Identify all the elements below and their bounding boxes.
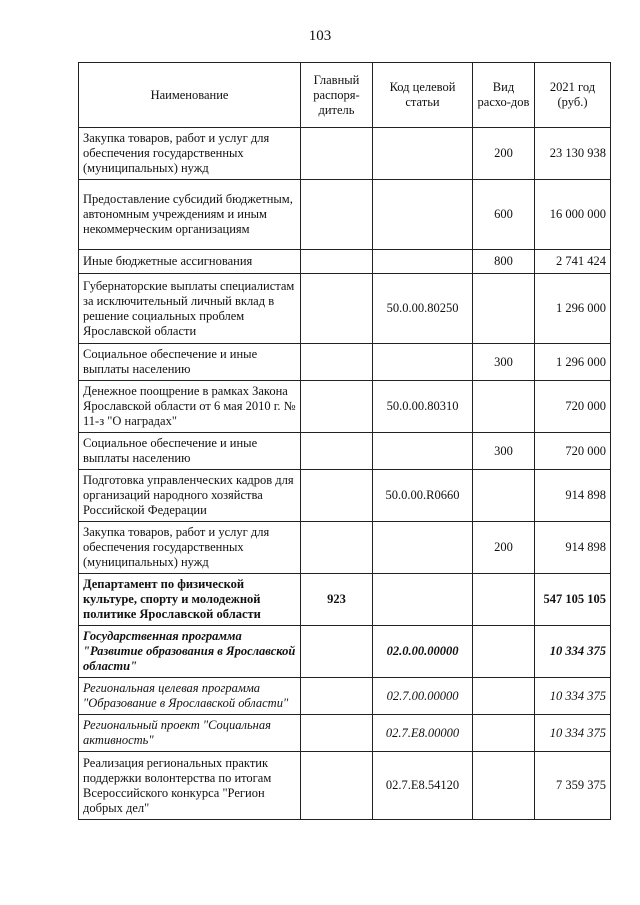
table-row xyxy=(79,344,611,381)
cell-amount: 16 000 000 xyxy=(535,180,611,250)
cell-name: Губернаторские выплаты специалистам за исключительный личный вклад в решение социальных проблем Ярославской области xyxy=(79,274,301,344)
cell-amount: 720 000 xyxy=(535,433,611,470)
cell-amount: 547 105 105 xyxy=(535,574,611,626)
cell-amount: 720 000 xyxy=(535,381,611,433)
cell-code xyxy=(373,574,473,626)
cell-amount: 10 334 375 xyxy=(535,678,611,715)
table-header-row xyxy=(79,63,611,128)
cell-code: 02.0.00.00000 xyxy=(373,626,473,678)
cell-expense-type xyxy=(473,752,535,820)
cell-admin xyxy=(301,522,373,574)
cell-admin xyxy=(301,470,373,522)
cell-admin xyxy=(301,626,373,678)
cell-code xyxy=(373,433,473,470)
cell-amount: 7 359 375 xyxy=(535,752,611,820)
table-row xyxy=(79,250,611,274)
cell-amount: 1 296 000 xyxy=(535,274,611,344)
cell-code: 50.0.00.80310 xyxy=(373,381,473,433)
cell-name: Денежное поощрение в рамках Закона Ярославской области от 6 мая 2010 г. № 11-з "О наградах" xyxy=(79,381,301,433)
cell-name: Государственная программа "Развитие образования в Ярославской области" xyxy=(79,626,301,678)
cell-name: Региональная целевая программа "Образование в Ярославской области" xyxy=(79,678,301,715)
cell-code xyxy=(373,522,473,574)
cell-name: Реализация региональных практик поддержки волонтерства по итогам Всероссийского конкурса "Регион добрых дел" xyxy=(79,752,301,820)
header-name: Наименование xyxy=(79,63,301,128)
cell-admin xyxy=(301,128,373,180)
cell-name: Закупка товаров, работ и услуг для обеспечения государственных (муниципальных) нужд xyxy=(79,128,301,180)
cell-name: Региональный проект "Социальная активность" xyxy=(79,715,301,752)
cell-name: Предоставление субсидий бюджетным, автономным учреждениям и иным некоммерческим организациям xyxy=(79,180,301,250)
cell-expense-type xyxy=(473,715,535,752)
cell-expense-type: 800 xyxy=(473,250,535,274)
cell-expense-type xyxy=(473,574,535,626)
cell-expense-type xyxy=(473,274,535,344)
cell-admin: 923 xyxy=(301,574,373,626)
cell-name: Социальное обеспечение и иные выплаты населению xyxy=(79,433,301,470)
header-expense-type: Вид расхо-дов xyxy=(473,63,535,128)
cell-admin xyxy=(301,678,373,715)
cell-name: Департамент по физической культуре, спорту и молодежной политике Ярославской области xyxy=(79,574,301,626)
cell-amount: 2 741 424 xyxy=(535,250,611,274)
table-row xyxy=(79,470,611,522)
cell-expense-type: 200 xyxy=(473,128,535,180)
table-row xyxy=(79,678,611,715)
cell-expense-type xyxy=(473,470,535,522)
cell-admin xyxy=(301,250,373,274)
cell-amount: 23 130 938 xyxy=(535,128,611,180)
cell-amount: 10 334 375 xyxy=(535,715,611,752)
table-body xyxy=(79,128,611,820)
cell-code: 02.7.E8.54120 xyxy=(373,752,473,820)
cell-name: Иные бюджетные ассигнования xyxy=(79,250,301,274)
table-row xyxy=(79,626,611,678)
table-row xyxy=(79,381,611,433)
cell-expense-type xyxy=(473,626,535,678)
cell-expense-type: 300 xyxy=(473,433,535,470)
table-row xyxy=(79,522,611,574)
budget-table xyxy=(78,62,611,820)
table-row xyxy=(79,180,611,250)
cell-code: 02.7.E8.00000 xyxy=(373,715,473,752)
cell-code xyxy=(373,180,473,250)
cell-expense-type: 300 xyxy=(473,344,535,381)
cell-name: Социальное обеспечение и иные выплаты населению xyxy=(79,344,301,381)
cell-admin xyxy=(301,274,373,344)
cell-name: Закупка товаров, работ и услуг для обеспечения государственных (муниципальных) нужд xyxy=(79,522,301,574)
cell-code: 50.0.00.80250 xyxy=(373,274,473,344)
table-row xyxy=(79,433,611,470)
cell-amount: 10 334 375 xyxy=(535,626,611,678)
cell-code xyxy=(373,250,473,274)
cell-expense-type: 200 xyxy=(473,522,535,574)
cell-name: Подготовка управленческих кадров для организаций народного хозяйства Российской Федерации xyxy=(79,470,301,522)
cell-admin xyxy=(301,381,373,433)
cell-admin xyxy=(301,344,373,381)
cell-code: 02.7.00.00000 xyxy=(373,678,473,715)
cell-admin xyxy=(301,433,373,470)
cell-code xyxy=(373,344,473,381)
header-admin: Главный распоря-дитель xyxy=(301,63,373,128)
cell-expense-type xyxy=(473,678,535,715)
cell-amount: 914 898 xyxy=(535,522,611,574)
page-number: 103 xyxy=(308,28,332,44)
cell-code xyxy=(373,128,473,180)
header-code: Код целевой статьи xyxy=(373,63,473,128)
cell-admin xyxy=(301,752,373,820)
table-row xyxy=(79,574,611,626)
table-row xyxy=(79,128,611,180)
table-row xyxy=(79,715,611,752)
cell-amount: 914 898 xyxy=(535,470,611,522)
header-amount: 2021 год (руб.) xyxy=(535,63,611,128)
cell-admin xyxy=(301,715,373,752)
table-row xyxy=(79,274,611,344)
cell-code: 50.0.00.R0660 xyxy=(373,470,473,522)
table-row xyxy=(79,752,611,820)
cell-amount: 1 296 000 xyxy=(535,344,611,381)
cell-expense-type xyxy=(473,381,535,433)
cell-admin xyxy=(301,180,373,250)
cell-expense-type: 600 xyxy=(473,180,535,250)
